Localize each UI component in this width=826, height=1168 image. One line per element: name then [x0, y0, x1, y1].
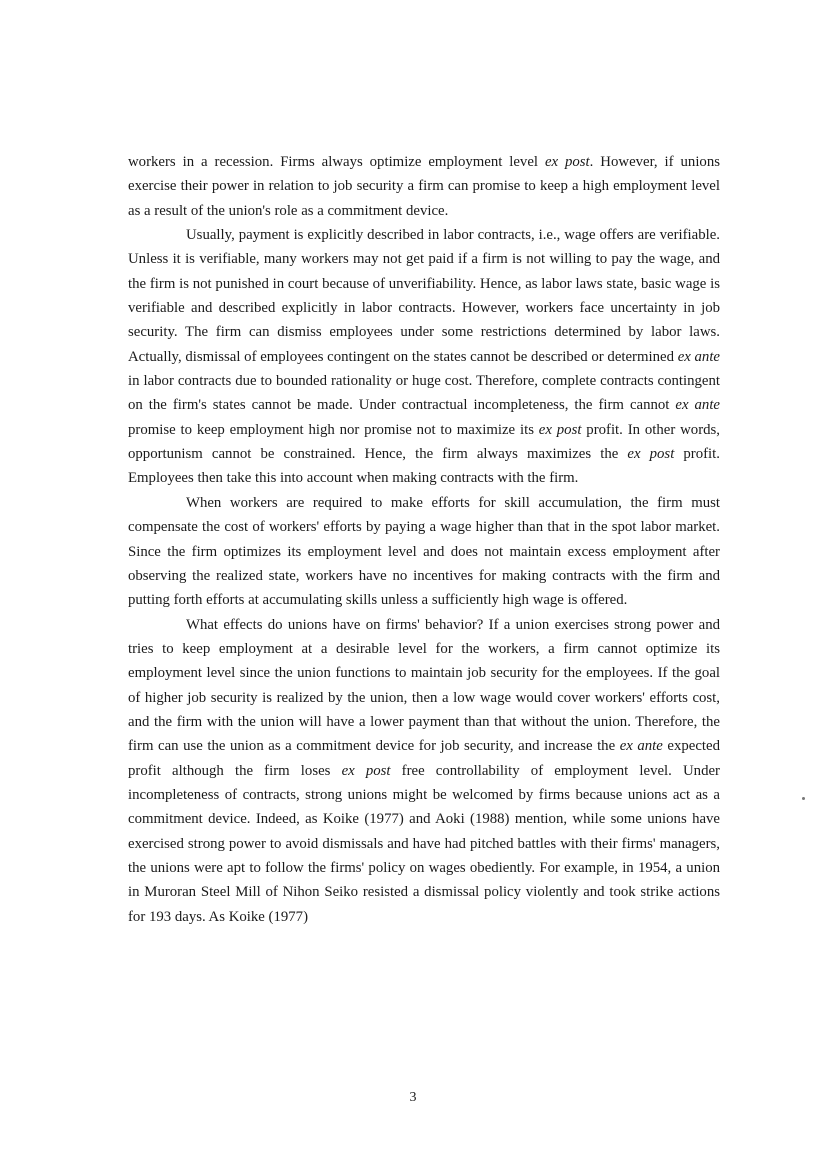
paragraph — [128, 150, 720, 223]
text-run: . However, if unions exercise their power in relation to job security a firm can promise to keep a high employment level as a result of the union's role as a commitment device. — [128, 154, 720, 219]
italic-term: ex post — [544, 154, 590, 170]
text-run: When workers are required to make efforts for skill accumulation, the firm must compensate the cost of workers' efforts by paying a wage higher than that in the spot labor market. Since the firm optimizes its employment level and does not maintain excess employment after observing the realized state, workers have no incentives for making contracts with the firm and putting forth efforts at accumulating skills unless a sufficiently high wage is offered. — [128, 494, 720, 609]
scan-speck — [802, 797, 805, 800]
body-text — [128, 150, 720, 929]
paragraph — [128, 491, 720, 613]
italic-term: ex ante — [675, 397, 720, 414]
text-run: profit. In other words, opportunism cannot be constrained. Hence, the firm always maximizes the — [128, 421, 720, 463]
text-run: workers in a recession. Firms always optimize employment level — [128, 154, 545, 170]
italic-term: ex post — [627, 446, 675, 463]
page-number: 3 — [409, 1090, 417, 1105]
paragraph — [128, 613, 720, 929]
italic-term: ex post — [538, 421, 582, 438]
italic-term: ex ante — [619, 738, 663, 755]
text-run: profit. Employees then take this into account when making contracts with the firm. — [128, 446, 720, 487]
italic-term: ex post — [341, 762, 391, 779]
text-run: What effects do unions have on firms' behavior? If a union exercises strong power and tries to keep employment at a desirable level for the workers, a firm cannot optimize its employment level since the union functions to maintain job security for the employees. If the goal of higher job security is realized by the union, then a low wage would cover workers' efforts cost, and the firm with the union will have a lower payment than that without the union. Therefore, the firm can use the union as a commitment device for job security, and increase the — [128, 616, 720, 755]
text-run: free controllability of employment level. Under incompleteness of contracts, strong unions might be welcomed by firms because unions act as a commitment device. Indeed, as Koike (1977) and Aoki (1988) mention, while some unions have exercised strong power to avoid dismissals and have had pitched battles with their firms' managers, the unions were apt to follow the firms' policy on wages obediently. For example, in 1954, a union in Muroran Steel Mill of Nihon Seiko resisted a dismissal policy violently and took strike actions for 193 days. As Koike (1977) — [128, 762, 720, 925]
text-run: in labor contracts due to bounded rationality or huge cost. Therefore, complete contracts contingent on the firm's states cannot be made. Under contractual incompleteness, the firm cannot — [128, 373, 720, 414]
paragraph — [128, 223, 720, 491]
text-run: Usually, payment is explicitly described in labor contracts, i.e., wage offers are verifiable. Unless it is verifiable, many workers may not get paid if a firm is not willing to pay the wage, and the firm is not punished in court because of unverifiability. Hence, as labor laws state, basic wage is verifiable and described explicitly in labor contracts. However, workers face uncertainty in job security. The firm can dismiss employees under some restrictions determined by labor laws. Actually, dismissal of employees contingent on the states cannot be described or determined — [128, 227, 720, 365]
text-run: expected profit although the firm loses — [128, 738, 721, 779]
text-run: promise to keep employment high nor promise not to maximize its — [128, 421, 539, 438]
italic-term: ex ante — [677, 348, 720, 365]
